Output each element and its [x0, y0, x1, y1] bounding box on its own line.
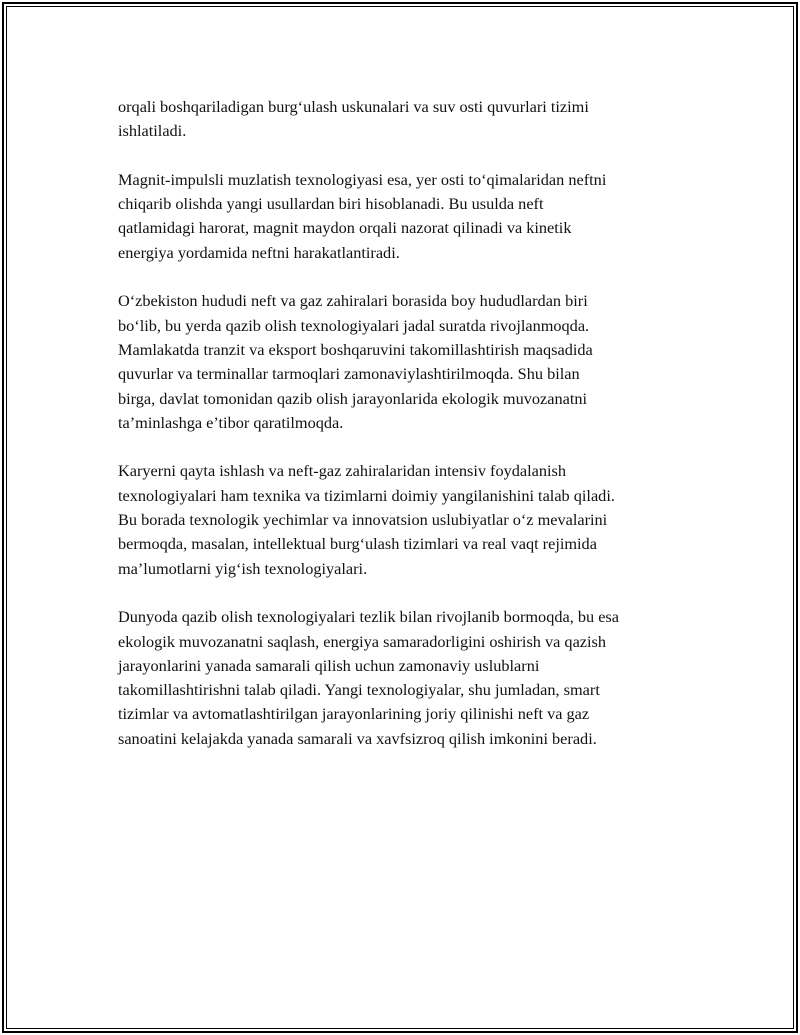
- paragraph-5: Dunyoda qazib olish texnologiyalari tezlik bilan rivojlanib bormoqda, bu esa ekologik muvozanatni saqlash, energiya samaradorligini oshirish va qazish jarayonlarini yanada samarali qilish uchun zamonaviy uslublarni takomillashtirishni talab qiladi. Yangi texnologiyalar, shu jumladan, smart tizimlar va avtomatlashtirilgan jarayonlarining joriy qilinishi neft va gaz sanoatini kelajakda yanada samarali va xavfsizroq qilish imkonini beradi.: [118, 607, 619, 748]
- document-body: [118, 95, 698, 775]
- paragraph-2: Magnit-impulsli muzlatish texnologiyasi esa, yer osti to‘qimalaridan neftni chiqarib olishda yangi usullardan biri hisoblanadi. Bu usulda neft qatlamidagi harorat, magnit maydon orqali nazorat qilinadi va kinetik energiya yordamida neftni harakatlantiradi.: [118, 169, 607, 262]
- paragraph-4: Karyerni qayta ishlash va neft-gaz zahiralaridan intensiv foydalanish texnologiyalari ham texnika va tizimlarni doimiy yangilanishini talab qiladi. Bu borada texnologik yechimlar va innovatsion uslubiyatlar o‘z mevalarini bermoqda, masalan, intellektual burg‘ulash tizimlari va real vaqt rejimida ma’lumotlarni yig‘ish texnologiyalari.: [118, 461, 615, 578]
- paragraph-3: O‘zbekiston hududi neft va gaz zahiralari borasida boy hududlardan biri bo‘lib, bu yerda qazib olish texnologiyalari jadal suratda rivojlanmoqda. Mamlakatda tranzit va eksport boshqaruvini takomillashtirish maqsadida quvurlar va terminallar tarmoqlari zamonaviylashtirilmoqda. Shu bilan birga, davlat tomonidan qazib olish jarayonlarida ekologik muvozanatni ta’minlashga e’tibor qaratilmoqda.: [118, 291, 593, 432]
- paragraph-1: orqali boshqariladigan burg‘ulash uskunalari va suv osti quvurlari tizimi ishlatiladi.: [118, 97, 589, 141]
